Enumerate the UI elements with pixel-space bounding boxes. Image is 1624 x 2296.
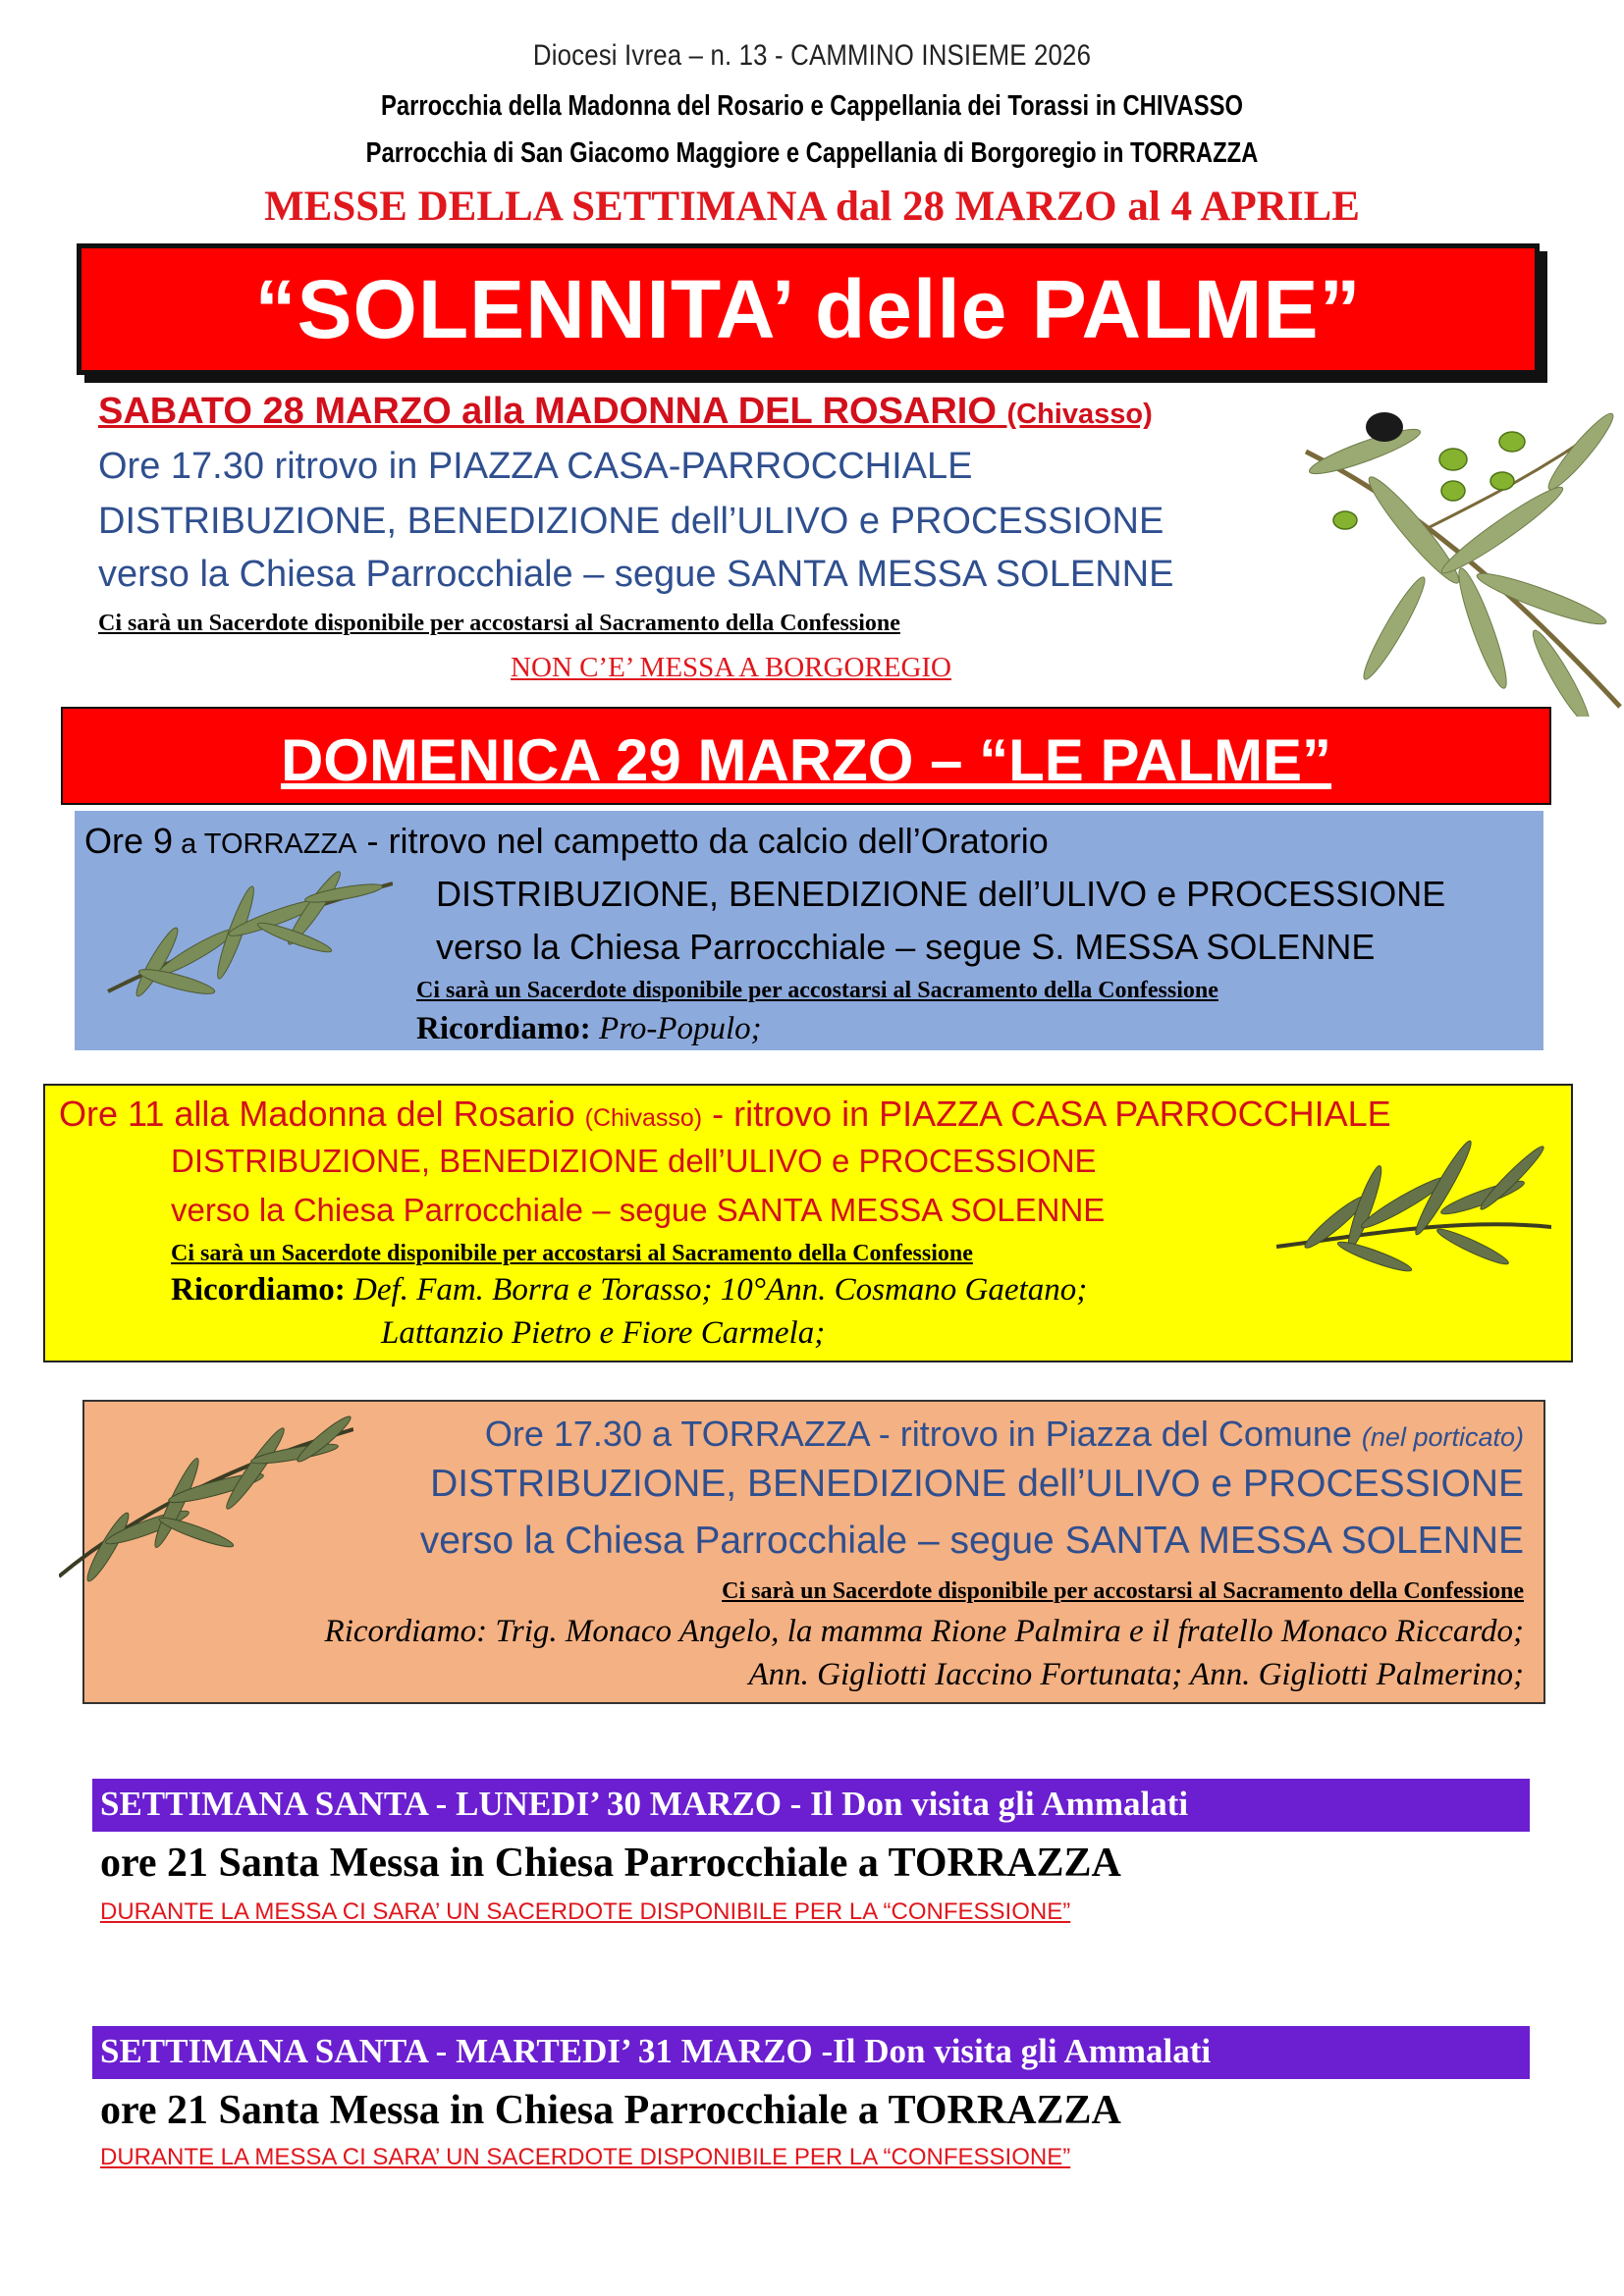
ricordiamo-label: Ricordiamo: [416, 1011, 591, 1046]
olive-branch-icon [98, 864, 393, 1001]
saturday-heading [98, 391, 1153, 433]
torrazza-evening-ricordiamo-2: Ann. Gigliotti Iaccino Fortunata; Ann. Gigliotti Palmerino; [748, 1657, 1524, 1692]
chivasso-morning-ricordiamo [171, 1272, 1087, 1308]
saturday-heading-text: SABATO 28 MARZO alla MADONNA DEL ROSARIO [98, 391, 997, 432]
saturday-no-mass-note: NON C’E’ MESSA A BORGOREGIO [511, 652, 952, 683]
torrazza-morning-meeting: - ritrovo nel campetto da calcio dell’Oratorio [356, 821, 1049, 861]
holy-week-monday-confession: DURANTE LA MESSA CI SARA’ UN SACERDOTE DISPONIBILE PER LA “CONFESSIONE” [100, 1898, 1071, 1925]
saturday-heading-place: (Chivasso) [1006, 399, 1153, 430]
parish-torrazza-header: Parrocchia di San Giacomo Maggiore e Cappellania di Borgoregio in TORRAZZA [365, 137, 1259, 169]
torrazza-evening-title-a: Ore 17.30 a TORRAZZA - ritrovo in Piazza del Comune [484, 1414, 1362, 1454]
olive-branch-icon [59, 1410, 353, 1586]
olive-branch-icon [1276, 1129, 1551, 1276]
chivasso-morning-confession: Ci sarà un Sacerdote disponibile per accostarsi al Sacramento della Confessione [171, 1241, 973, 1266]
torrazza-morning-ricordiamo [416, 1011, 762, 1047]
torrazza-evening-line-2: verso la Chiesa Parrocchiale – segue SANTA MESSA SOLENNE [419, 1520, 1524, 1562]
torrazza-morning-time: Ore 9 [84, 821, 174, 861]
saturday-line-2: DISTRIBUZIONE, BENEDIZIONE dell’ULIVO e PROCESSIONE [98, 501, 1164, 542]
diocese-header: Diocesi Ivrea – n. 13 - CAMMINO INSIEME 2026 [532, 39, 1092, 72]
chivasso-morning-place: (Chivasso) [584, 1104, 703, 1132]
torrazza-evening-ricordiamo-1: Ricordiamo: Trig. Monaco Angelo, la mamma Rione Palmira e il fratello Monaco Riccardo; [324, 1614, 1524, 1649]
domenica-title: DOMENICA 29 MARZO – “LE PALME” [280, 727, 1332, 793]
saturday-confession-note: Ci sarà un Sacerdote disponibile per accostarsi al Sacramento della Confessione [98, 611, 900, 636]
ricordiamo-label: Ricordiamo: [171, 1272, 346, 1308]
domenica-banner [61, 707, 1551, 805]
saturday-line-1: Ore 17.30 ritrovo in PIAZZA CASA-PARROCCHIALE [98, 446, 973, 487]
torrazza-morning-title [84, 821, 1049, 862]
torrazza-morning-line-1: DISTRIBUZIONE, BENEDIZIONE dell’ULIVO e PROCESSIONE [436, 874, 1446, 914]
holy-week-tuesday-mass: ore 21 Santa Messa in Chiesa Parrocchiale a TORRAZZA [100, 2088, 1121, 2133]
olive-branch-icon [1286, 383, 1624, 717]
torrazza-evening-title [485, 1414, 1524, 1455]
chivasso-morning-ricordiamo-2: Lattanzio Pietro e Fiore Carmela; [381, 1315, 826, 1351]
torrazza-evening-confession: Ci sarà un Sacerdote disponibile per accostarsi al Sacramento della Confessione [722, 1578, 1524, 1604]
solennita-banner [77, 243, 1540, 375]
chivasso-morning-title-b: - ritrovo in PIAZZA CASA PARROCCHIALE [702, 1094, 1391, 1134]
solennita-title: “SOLENNITA’ delle PALME” [254, 263, 1362, 355]
ricordiamo-text: Def. Fam. Borra e Torasso; 10°Ann. Cosmano Gaetano; [345, 1272, 1088, 1308]
chivasso-morning-line-2: verso la Chiesa Parrocchiale – segue SANTA MESSA SOLENNE [171, 1192, 1106, 1228]
chivasso-morning-title [59, 1094, 1391, 1135]
chivasso-morning-line-1: DISTRIBUZIONE, BENEDIZIONE dell’ULIVO e PROCESSIONE [171, 1143, 1097, 1179]
torrazza-morning-place: a TORRAZZA [173, 828, 357, 860]
torrazza-morning-line-2: verso la Chiesa Parrocchiale – segue S. MESSA SOLENNE [436, 927, 1376, 967]
torrazza-evening-place: (nel porticato) [1361, 1422, 1524, 1452]
chivasso-morning-title-a: Ore 11 alla Madonna del Rosario [59, 1094, 585, 1134]
holy-week-monday-bar: SETTIMANA SANTA - LUNEDI’ 30 MARZO - Il Don visita gli Ammalati [92, 1779, 1530, 1832]
holy-week-monday-mass: ore 21 Santa Messa in Chiesa Parrocchiale a TORRAZZA [100, 1841, 1121, 1886]
holy-week-tuesday-bar: SETTIMANA SANTA - MARTEDI’ 31 MARZO -Il Don visita gli Ammalati [92, 2026, 1530, 2079]
week-masses-title: MESSE DELLA SETTIMANA dal 28 MARZO al 4 APRILE [264, 184, 1360, 230]
torrazza-evening-line-1: DISTRIBUZIONE, BENEDIZIONE dell’ULIVO e PROCESSIONE [430, 1463, 1524, 1505]
ricordiamo-text: Pro-Populo; [590, 1011, 762, 1046]
saturday-line-3: verso la Chiesa Parrocchiale – segue SANTA MESSA SOLENNE [98, 554, 1174, 595]
parish-chivasso-header: Parrocchia della Madonna del Rosario e Cappellania dei Torassi in CHIVASSO [381, 90, 1243, 122]
holy-week-tuesday-confession: DURANTE LA MESSA CI SARA’ UN SACERDOTE DISPONIBILE PER LA “CONFESSIONE” [100, 2144, 1071, 2170]
torrazza-morning-confession: Ci sarà un Sacerdote disponibile per accostarsi al Sacramento della Confessione [416, 978, 1218, 1003]
